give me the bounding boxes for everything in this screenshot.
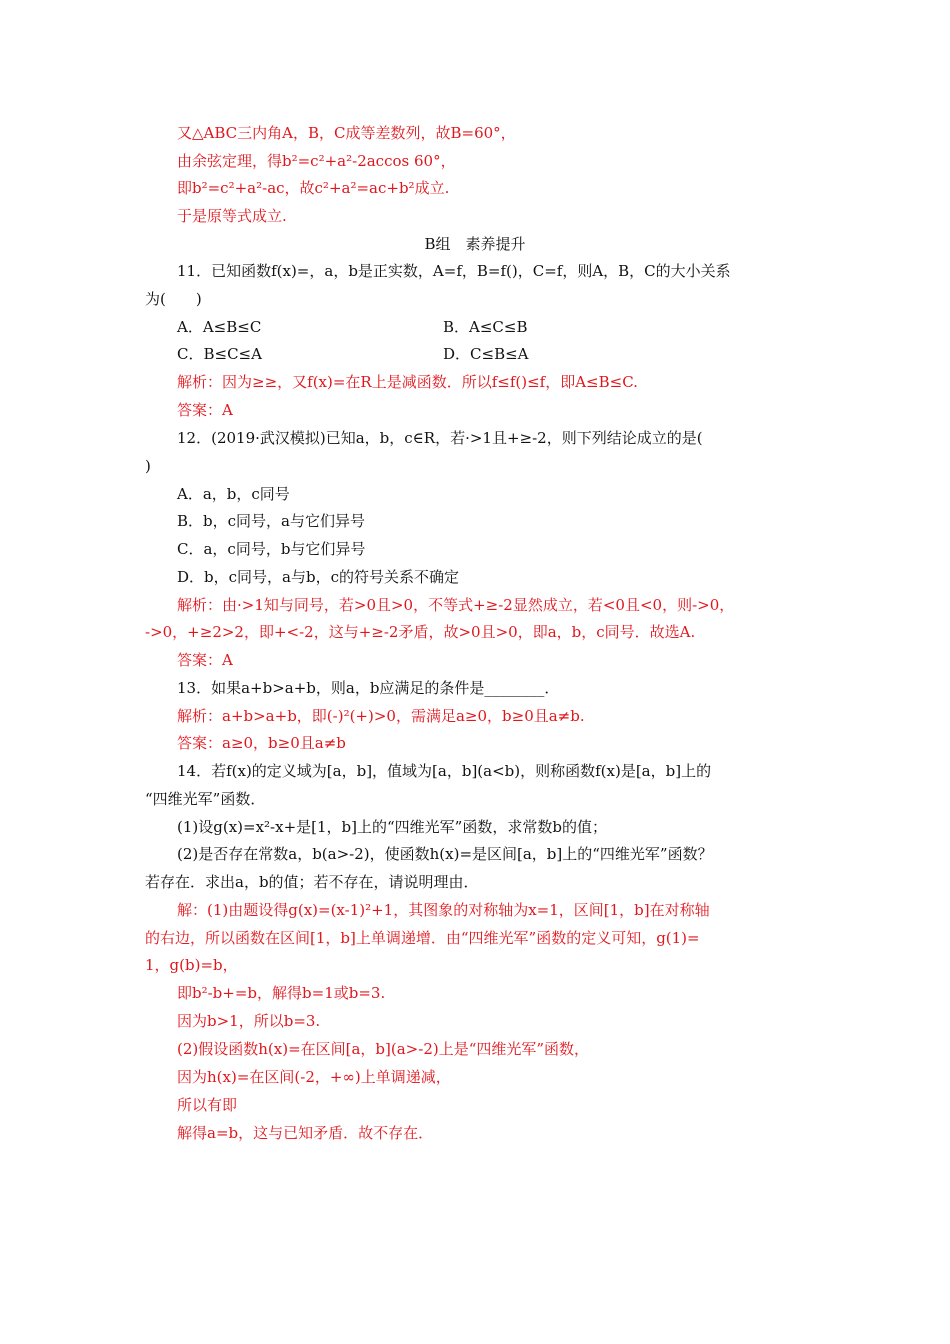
solution: 1，g(b)=b， [145,956,238,974]
question-12: 12．(2019·武汉模拟)已知a，b，c∈R，若·>1且+≥-2，则下列结论成立的是( [177,429,703,447]
text-line: (1)设g(x)=x²-x+是[1，b]上的“四维光军”函数，求常数b的值； [177,818,607,836]
text-line: ) [145,457,151,475]
text-line: (2)是否存在常数a，b(a>-2)，使函数h(x)=是区间[a，b]上的“四维光军”函数？ [177,845,713,863]
text-line: 为( ) [145,290,202,308]
solution: 解得a=b，这与已知矛盾．故不存在． [177,1124,434,1142]
text-line: 于是原等式成立. [177,207,287,225]
question-11: 11．已知函数f(x)=，a，b是正实数，A=f，B=f()，C=f，则A，B，C的大小关系 [177,262,731,280]
solution: 因为b>1，所以b=3. [177,1012,321,1030]
question-13: 13．如果a+b>a+b，则a，b应满足的条件是________． [177,679,560,697]
option-b: B．b，c同号，a与它们异号 [177,512,365,530]
solution: 所以有即 [177,1096,238,1114]
text-line: 由余弦定理，得b²=c²+a²-2accos 60°， [177,152,456,170]
section-heading: B组 素养提升 [424,235,526,253]
question-14: 14．若f(x)的定义域为[a，b]，值域为[a，b](a<b)，则称函数f(x)是[a，b]上的 [177,762,712,780]
answer: 答案：A [177,651,233,669]
solution: 的右边，所以函数在区间[1，b]上单调递增．由“四维光军”函数的定义可知，g(1)= [145,929,700,947]
answer: 答案：a≥0，b≥0且a≠b [177,734,346,752]
option-c: C．B≤C≤A [177,345,262,363]
option-a: A．A≤B≤C [177,318,262,336]
option-d: D．b，c同号，a与b，c的符号关系不确定 [177,568,459,586]
option-b: B．A≤C≤B [443,318,528,336]
text-line: “四维光军”函数． [145,790,266,808]
option-c: C．a，c同号，b与它们异号 [177,540,366,558]
text-line: 又△ABC三内角A，B，C成等差数列，故B=60°， [177,124,516,142]
solution: 解：(1)由题设得g(x)=(x-1)²+1，其图象的对称轴为x=1，区间[1，b]在对称轴 [177,901,710,919]
text-line: 即b²=c²+a²-ac，故c²+a²=ac+b²成立. [177,179,450,197]
solution: 因为h(x)=在区间(-2，+∞)上单调递减， [177,1068,451,1086]
analysis: 解析：a+b>a+b，即(-)²(+)>0，需满足a≥0，b≥0且a≠b. [177,707,585,725]
answer: 答案：A [177,401,233,419]
text-line: 若存在．求出a，b的值；若不存在，请说明理由． [145,873,479,891]
analysis: 解析：由·>1知与同号，若>0且>0，不等式+≥-2显然成立，若<0且<0，则->0， [177,596,735,614]
analysis: ->0，+≥2>2，即+<-2，这与+≥-2矛盾，故>0且>0，即a，b，c同号．故选A. [145,623,696,641]
solution: 即b²-b+=b，解得b=1或b=3. [177,984,386,1002]
analysis: 解析：因为≥≥，又f(x)=在R上是减函数．所以f≤f()≤f，即A≤B≤C. [177,373,638,391]
solution: (2)假设函数h(x)=在区间[a，b](a>-2)上是“四维光军”函数， [177,1040,590,1058]
option-d: D．C≤B≤A [443,345,529,363]
option-a: A．a，b，c同号 [177,485,290,503]
